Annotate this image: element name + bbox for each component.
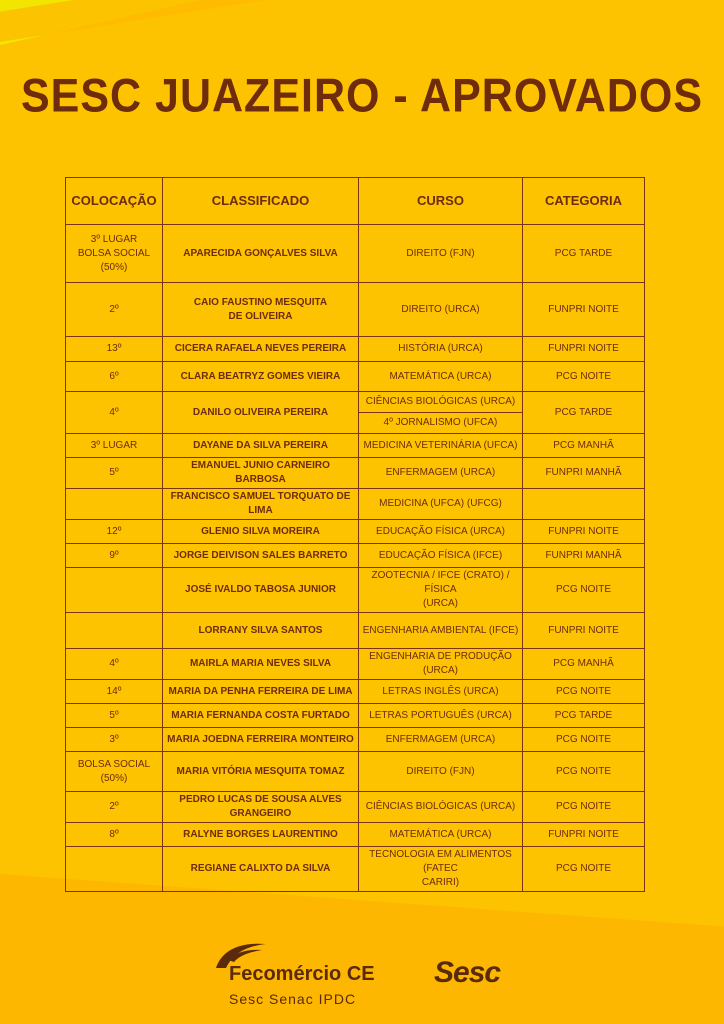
cell-colocacao: 3º: [66, 728, 163, 752]
cell-categoria: PCG MANHÃ: [523, 649, 645, 680]
cell-categoria: PCG NOITE: [523, 728, 645, 752]
cell-categoria: FUNPRI NOITE: [523, 337, 645, 362]
cell-classificado: MARIA JOEDNA FERREIRA MONTEIRO: [163, 728, 359, 752]
table-row: [66, 792, 645, 823]
cell-curso: ENFERMAGEM (URCA): [359, 728, 523, 752]
table-row: [66, 847, 645, 892]
bottom-band-decoration: [0, 874, 724, 1024]
table-row: [66, 283, 645, 337]
cell-colocacao: 3º LUGAR: [66, 434, 163, 458]
sesc-logo: Sesc: [434, 956, 501, 989]
table-row: [66, 392, 645, 413]
cell-colocacao: 4º: [66, 392, 163, 434]
table-row: [66, 225, 645, 283]
table-row: [66, 434, 645, 458]
cell-categoria: PCG NOITE: [523, 362, 645, 392]
cell-classificado: JOSÉ IVALDO TABOSA JUNIOR: [163, 568, 359, 613]
cell-colocacao: 8º: [66, 823, 163, 847]
header-colocacao: COLOCAÇÃO: [66, 178, 163, 225]
cell-curso: ENGENHARIA DE PRODUÇÃO (URCA): [359, 649, 523, 680]
cell-categoria: PCG TARDE: [523, 392, 645, 434]
table-row: [66, 823, 645, 847]
cell-colocacao: 14º: [66, 680, 163, 704]
cell-classificado: DAYANE DA SILVA PEREIRA: [163, 434, 359, 458]
header-curso: CURSO: [359, 178, 523, 225]
cell-categoria: PCG NOITE: [523, 792, 645, 823]
table-row: [66, 458, 645, 489]
cell-colocacao: 2º: [66, 792, 163, 823]
cell-classificado: CAIO FAUSTINO MESQUITA DE OLIVEIRA: [163, 283, 359, 337]
page-title: SESC JUAZEIRO - APROVADOS: [20, 69, 704, 123]
cell-colocacao: 9º: [66, 544, 163, 568]
table-row: [66, 752, 645, 792]
cell-curso: ZOOTECNIA / IFCE (CRATO) / FÍSICA (URCA): [359, 568, 523, 613]
table-body: [66, 225, 645, 892]
cell-classificado: CLARA BEATRYZ GOMES VIEIRA: [163, 362, 359, 392]
cell-curso: EDUCAÇÃO FÍSICA (IFCE): [359, 544, 523, 568]
cell-curso: HISTÓRIA (URCA): [359, 337, 523, 362]
cell-curso: MATEMÁTICA (URCA): [359, 823, 523, 847]
fecomercio-name: Fecomércio CE: [229, 963, 375, 985]
cell-curso: ENFERMAGEM (URCA): [359, 458, 523, 489]
cell-categoria: FUNPRI NOITE: [523, 823, 645, 847]
cell-colocacao: 12º: [66, 520, 163, 544]
cell-categoria: PCG NOITE: [523, 847, 645, 892]
cell-colocacao: 5º: [66, 458, 163, 489]
cell-colocacao: [66, 847, 163, 892]
cell-classificado: MARIA DA PENHA FERREIRA DE LIMA: [163, 680, 359, 704]
cell-classificado: FRANCISCO SAMUEL TORQUATO DE LIMA: [163, 489, 359, 520]
table-row: [66, 544, 645, 568]
cell-categoria: [523, 489, 645, 520]
cell-curso: LETRAS INGLÊS (URCA): [359, 680, 523, 704]
table-row: [66, 337, 645, 362]
table-row: [66, 520, 645, 544]
table-row: [66, 489, 645, 520]
cell-categoria: PCG MANHÃ: [523, 434, 645, 458]
cell-colocacao: 4º: [66, 649, 163, 680]
table-row: [66, 728, 645, 752]
cell-curso: CIÊNCIAS BIOLÓGICAS (URCA): [359, 792, 523, 823]
cell-classificado: MARIA VITÓRIA MESQUITA TOMAZ: [163, 752, 359, 792]
cell-categoria: PCG NOITE: [523, 752, 645, 792]
cell-categoria: FUNPRI NOITE: [523, 520, 645, 544]
cell-categoria: PCG TARDE: [523, 225, 645, 283]
cell-classificado: RALYNE BORGES LAURENTINO: [163, 823, 359, 847]
table-row: [66, 680, 645, 704]
cell-colocacao: 13º: [66, 337, 163, 362]
cell-classificado: GLENIO SILVA MOREIRA: [163, 520, 359, 544]
cell-curso: MEDICINA VETERINÁRIA (UFCA): [359, 434, 523, 458]
cell-classificado: DANILO OLIVEIRA PEREIRA: [163, 392, 359, 434]
cell-categoria: FUNPRI MANHÃ: [523, 544, 645, 568]
cell-classificado: PEDRO LUCAS DE SOUSA ALVES GRANGEIRO: [163, 792, 359, 823]
cell-classificado: JORGE DEIVISON SALES BARRETO: [163, 544, 359, 568]
header-classificado: CLASSIFICADO: [163, 178, 359, 225]
fecomercio-subtitle: Sesc Senac IPDC: [229, 991, 357, 1007]
cell-colocacao: [66, 613, 163, 649]
cell-classificado: MARIA FERNANDA COSTA FURTADO: [163, 704, 359, 728]
cell-curso: MATEMÁTICA (URCA): [359, 362, 523, 392]
results-table: [65, 177, 645, 892]
cell-curso: DIREITO (FJN): [359, 752, 523, 792]
cell-colocacao: BOLSA SOCIAL (50%): [66, 752, 163, 792]
cell-curso: CIÊNCIAS BIOLÓGICAS (URCA): [359, 392, 523, 413]
cell-classificado: REGIANE CALIXTO DA SILVA: [163, 847, 359, 892]
cell-curso: EDUCAÇÃO FÍSICA (URCA): [359, 520, 523, 544]
cell-colocacao: [66, 568, 163, 613]
table-row: [66, 704, 645, 728]
table-row: [66, 649, 645, 680]
cell-curso: TECNOLOGIA EM ALIMENTOS (FATEC CARIRI): [359, 847, 523, 892]
header-categoria: CATEGORIA: [523, 178, 645, 225]
cell-curso: LETRAS PORTUGUÊS (URCA): [359, 704, 523, 728]
table-row: [66, 568, 645, 613]
cell-categoria: PCG NOITE: [523, 680, 645, 704]
table-header-row: [66, 178, 645, 225]
cell-colocacao: 6º: [66, 362, 163, 392]
cell-curso: 4º JORNALISMO (UFCA): [359, 413, 523, 434]
cell-curso: DIREITO (FJN): [359, 225, 523, 283]
cell-classificado: MAIRLA MARIA NEVES SILVA: [163, 649, 359, 680]
cell-curso: ENGENHARIA AMBIENTAL (IFCE): [359, 613, 523, 649]
cell-classificado: APARECIDA GONÇALVES SILVA: [163, 225, 359, 283]
cell-categoria: FUNPRI MANHÃ: [523, 458, 645, 489]
cell-classificado: EMANUEL JUNIO CARNEIRO BARBOSA: [163, 458, 359, 489]
cell-categoria: FUNPRI NOITE: [523, 283, 645, 337]
cell-curso: DIREITO (URCA): [359, 283, 523, 337]
cell-colocacao: [66, 489, 163, 520]
table-row: [66, 362, 645, 392]
cell-categoria: FUNPRI NOITE: [523, 613, 645, 649]
cell-categoria: PCG TARDE: [523, 704, 645, 728]
cell-colocacao: 5º: [66, 704, 163, 728]
cell-classificado: LORRANY SILVA SANTOS: [163, 613, 359, 649]
cell-classificado: CICERA RAFAELA NEVES PEREIRA: [163, 337, 359, 362]
cell-curso: MEDICINA (UFCA) (UFCG): [359, 489, 523, 520]
cell-colocacao: 2º: [66, 283, 163, 337]
table-row: [66, 613, 645, 649]
cell-categoria: PCG NOITE: [523, 568, 645, 613]
cell-colocacao: 3º LUGAR BOLSA SOCIAL (50%): [66, 225, 163, 283]
